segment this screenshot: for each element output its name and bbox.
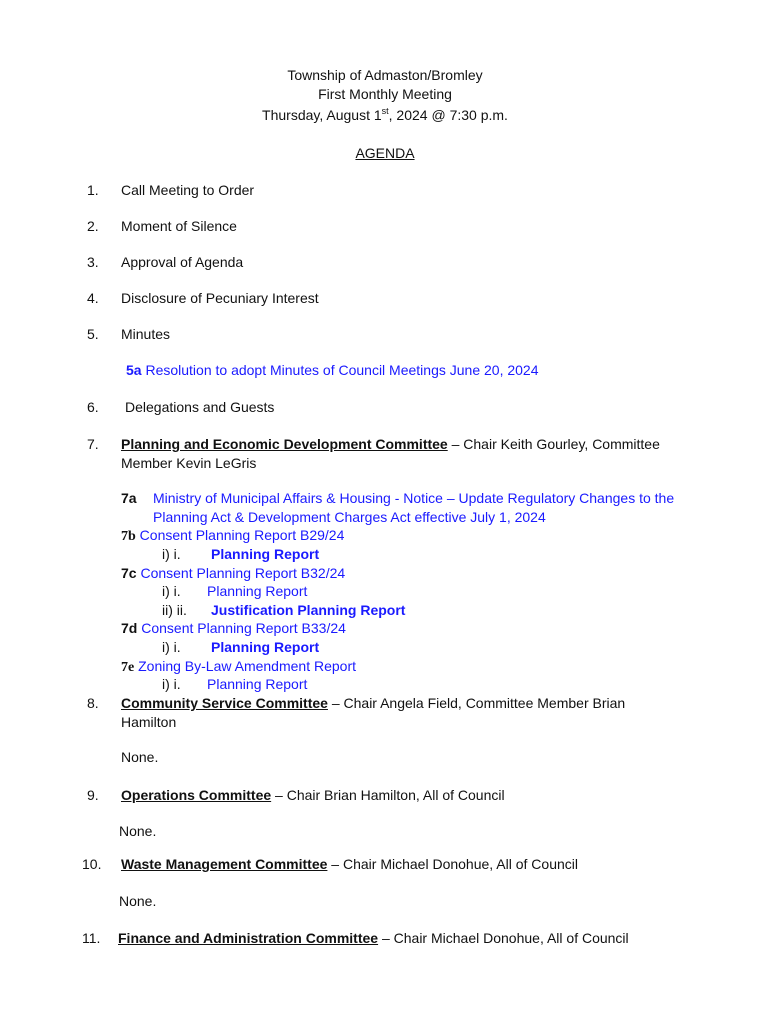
- item-text: Call Meeting to Order: [121, 182, 255, 198]
- planning-report-link[interactable]: Planning Report: [207, 676, 308, 692]
- planning-report-link[interactable]: Planning Report: [211, 546, 320, 562]
- item-text: Approval of Agenda: [121, 254, 244, 270]
- roman-numeral: i) i.: [162, 583, 181, 599]
- committee-heading-cont: Member Kevin LeGris: [121, 455, 257, 471]
- item-number: 7.: [87, 436, 99, 452]
- item-number: 10.: [82, 856, 102, 872]
- committee-heading: Waste Management Committee – Chair Michael Donohue, All of Council: [121, 856, 578, 872]
- consent-report-b29[interactable]: 7b Consent Planning Report B29/24: [121, 527, 345, 544]
- item-number: 4.: [87, 290, 99, 306]
- item-number: 1.: [87, 182, 99, 198]
- none-text: None.: [121, 749, 159, 765]
- justification-report-link[interactable]: Justification Planning Report: [211, 602, 406, 618]
- planning-report-link[interactable]: Planning Report: [207, 583, 308, 599]
- item-text: Delegations and Guests: [125, 399, 275, 415]
- sub-label: 7a: [121, 490, 137, 506]
- consent-report-b33[interactable]: 7d Consent Planning Report B33/24: [121, 620, 346, 636]
- ministry-notice-link-cont[interactable]: Planning Act & Development Charges Act effective July 1, 2024: [153, 509, 546, 525]
- zoning-amendment-report[interactable]: 7e Zoning By-Law Amendment Report: [121, 658, 356, 675]
- roman-numeral: i) i.: [162, 676, 181, 692]
- roman-numeral: ii) ii.: [162, 602, 187, 618]
- committee-heading: Community Service Committee – Chair Angela Field, Committee Member Brian: [121, 695, 626, 711]
- committee-heading: Finance and Administration Committee – Chair Michael Donohue, All of Council: [118, 930, 629, 946]
- none-text: None.: [119, 823, 157, 839]
- none-text: None.: [119, 893, 157, 909]
- committee-heading: Operations Committee – Chair Brian Hamilton, All of Council: [121, 787, 505, 803]
- ministry-notice-link[interactable]: Ministry of Municipal Affairs & Housing - Notice – Update Regulatory Changes to the: [153, 490, 675, 506]
- consent-report-b32[interactable]: 7c Consent Planning Report B32/24: [121, 565, 346, 581]
- committee-heading-cont: Hamilton: [121, 714, 177, 730]
- item-number: 8.: [87, 695, 99, 711]
- header-meeting: First Monthly Meeting: [318, 86, 452, 102]
- minutes-link[interactable]: 5a Resolution to adopt Minutes of Council Meetings June 20, 2024: [126, 362, 539, 378]
- item-text: Moment of Silence: [121, 218, 237, 234]
- item-number: 6.: [87, 399, 99, 415]
- item-text: Disclosure of Pecuniary Interest: [121, 290, 319, 306]
- roman-numeral: i) i.: [162, 639, 181, 655]
- committee-heading: Planning and Economic Development Committee – Chair Keith Gourley, Committee: [121, 436, 660, 452]
- item-number: 11.: [82, 930, 101, 946]
- item-number: 5.: [87, 326, 99, 342]
- planning-report-link[interactable]: Planning Report: [211, 639, 320, 655]
- header-title: Township of Admaston/Bromley: [287, 67, 483, 83]
- item-text: Minutes: [121, 326, 171, 342]
- roman-numeral: i) i.: [162, 546, 181, 562]
- header-date: Thursday, August 1st, 2024 @ 7:30 p.m.: [262, 106, 508, 123]
- agenda-heading: AGENDA: [355, 145, 415, 161]
- item-number: 2.: [87, 218, 99, 234]
- item-number: 9.: [87, 787, 99, 803]
- item-number: 3.: [87, 254, 99, 270]
- date-superscript: st: [381, 106, 389, 116]
